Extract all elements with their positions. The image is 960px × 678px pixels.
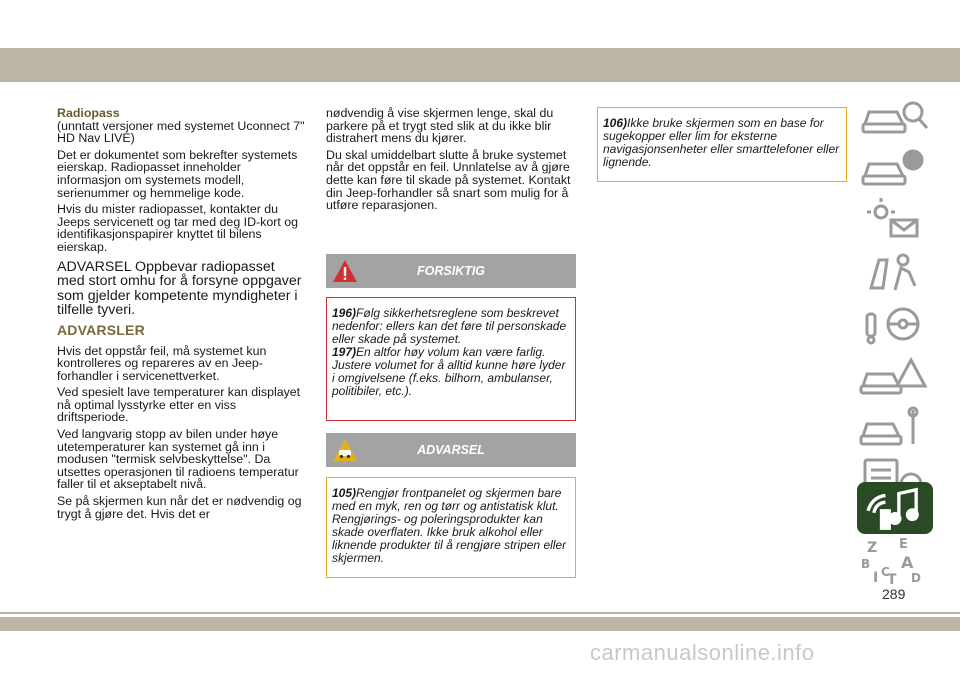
index-letter: E	[899, 537, 908, 552]
forsiktig-label: FORSIKTIG	[416, 264, 486, 278]
key-steering-icon[interactable]	[857, 298, 933, 348]
advarsel-box	[326, 477, 576, 578]
car-info-icon[interactable]	[857, 142, 933, 192]
seat-person-icon[interactable]	[857, 246, 933, 296]
advarsler-heading: ADVARSLER	[57, 321, 145, 338]
item-number: 106)	[603, 116, 628, 130]
item-number: 197)	[332, 345, 357, 359]
car-search-icon[interactable]	[857, 90, 933, 140]
index-letter: D	[911, 571, 921, 585]
column-2	[326, 107, 576, 216]
paragraph: nødvendig å vise skjermen lenge, skal du parkere på et trygt sted slik at du ikke blir distrahert mens du kjører.	[326, 106, 554, 146]
index-letter: I	[873, 570, 879, 586]
lights-mail-icon[interactable]	[857, 194, 933, 244]
index-letter: T	[887, 572, 897, 586]
paragraph: Det er dokumentet som bekrefter systemets eierskap. Radiopasset inneholder informasjon om systemets modell, serienummer og hemmelige kode.	[57, 147, 298, 200]
advarsel-label: ADVARSEL	[417, 443, 485, 457]
item-text: Følg sikkerhetsreglene som beskrevet nedenfor: ellers kan det føre til personskade eller skade på systemet.	[332, 306, 567, 346]
list-item	[332, 487, 571, 565]
list-item	[332, 307, 571, 346]
forsiktig-box	[326, 297, 576, 421]
advarsel-header	[326, 433, 576, 467]
paragraph: Ved spesielt lave temperaturer kan displayet nå optimal lysstyrke etter en viss driftsperiode.	[57, 385, 301, 425]
index-letter: C	[881, 565, 890, 579]
column-1	[57, 107, 305, 524]
item-text: En altfor høy volum kan være farlig. Justere volumet for å alltid kunne høre lyder i omgivelsene (f.eks. bilhorn, ambulanser, politibiler, etc.).	[332, 345, 566, 398]
index-letter: B	[861, 557, 871, 571]
car-tools-icon[interactable]	[857, 402, 933, 452]
paragraph: Hvis du mister radiopasset, kontakter du Jeeps servicenett og tar med deg ID-kort og identifikasjonspapirer knyttet til bilens eierskap.	[57, 202, 299, 254]
section-title: Radiopass	[57, 106, 120, 120]
paragraph: Se på skjermen kun når det er nødvendig og trygt å gjøre det. Hvis det er	[57, 494, 302, 521]
index-letters-icon[interactable]	[857, 536, 933, 586]
page-number: 289	[882, 586, 906, 602]
item-text: Rengjør frontpanelet og skjermen bare med en myk, ren og tørr og antistatisk klut. Rengjørings- og poleringsprodukter kan skade overflaten. Ikke bruk alkohol eller liknende produkter til å rengjøre stripen eller skjermen.	[332, 486, 567, 565]
advarsel-note: ADVARSEL Oppbevar radiopasset med stort omhu for å forsyne oppgaver som gjelder kompetente myndigheter i tilfelle tyveri.	[57, 258, 302, 319]
index-letter: Z	[867, 540, 878, 556]
item-number: 105)	[332, 486, 357, 500]
bottom-band	[0, 617, 960, 631]
car-warning-icon[interactable]	[857, 350, 933, 400]
section-subtitle: (unntatt versjoner med systemet Uconnect 7" HD Nav LIVE)	[57, 118, 305, 146]
bottom-rule	[0, 612, 960, 614]
item-text: Ikke bruke skjermen som en base for sugekopper eller lim for eksterne navigasjonsenheter eller smarttelefoner eller lignende.	[603, 116, 840, 169]
watermark: carmanualsonline.info	[590, 640, 815, 665]
paragraph: Ved langvarig stopp av bilen under høye utetemperaturer kan systemet gå inn i modusen "termisk selvbeskyttelse". Da utsettes operasjonen til radioens temperatur faller til et akseptabelt nivå.	[57, 427, 299, 492]
paragraph: Hvis det oppstår feil, må systemet kun kontrolleres og repareres av en Jeep-forhandler i servicenettverket.	[57, 343, 267, 383]
list-item	[332, 346, 571, 398]
item-number: 196)	[332, 306, 357, 320]
forsiktig-header	[326, 254, 576, 288]
note-106-box	[597, 107, 847, 182]
index-letter: A	[901, 553, 914, 572]
paragraph: Du skal umiddelbart slutte å bruke systemet når det oppstår en feil. Unnlatelse av å gjøre dette kan føre til skade på systemet. Kontakt din Jeep-forhandler så snart som mulig for å utføre reparasjonen.	[326, 147, 571, 213]
multimedia-icon[interactable]	[857, 482, 933, 534]
list-item	[603, 117, 842, 169]
top-band	[0, 48, 960, 82]
